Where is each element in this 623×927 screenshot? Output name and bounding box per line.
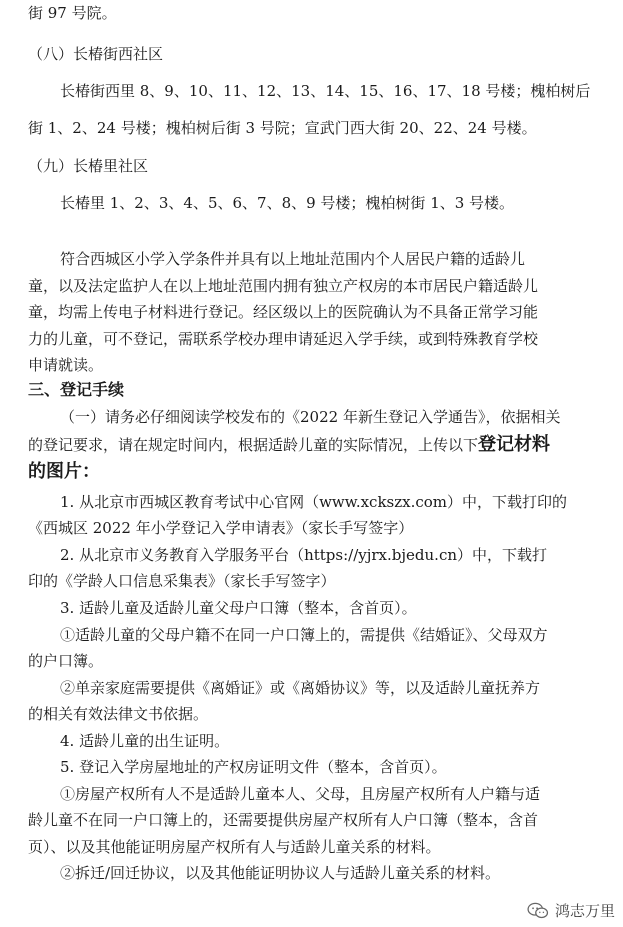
list-item: 2. 从北京市义务教育入学服务平台（https://yjrx.bjedu.cn）中，下载打 [60,546,548,564]
text-line: 页）、以及其他能证明房屋产权所有人与适龄儿童关系的材料。 [28,838,441,856]
list-item: 3. 适龄儿童及适龄儿童父母户口簿（整本，含首页）。 [60,599,417,617]
text-line: 申请就读。 [28,356,104,374]
text-line-with-emphasis [28,435,550,455]
text-line: （一）请务必仔细阅读学校发布的《2022 年新生登记入学通告》，依据相关 [60,408,561,426]
text-line: 的户口簿。 [28,652,104,670]
text-line: 龄儿童不在同一户口簿上的，还需要提供房屋产权所有人户口簿（整本，含首 [28,811,539,829]
text-line: 童，以及法定监护人在以上地址范围内拥有独立产权房的本市居民户籍适龄儿 [28,277,539,295]
text-line: 符合西城区小学入学条件并具有以上地址范围内个人居民户籍的适龄儿 [60,250,526,268]
text-line: 长椿街西里 8、9、10、11、12、13、14、15、16、17、18 号楼；槐柏树后 [60,82,591,100]
text-line: 街 1、2、24 号楼；槐柏树后街 3 号院；宣武门西大街 20、22、24 号楼。 [28,119,537,137]
section-heading: （九）长椿里社区 [28,157,149,175]
sub-item: ②单亲家庭需要提供《离婚证》或《离婚协议》等，以及适龄儿童抚养方 [60,679,541,697]
section-heading: （八）长椿街西社区 [28,45,164,63]
emphasis-text: 登记材料 [478,434,551,455]
text-line: 长椿里 1、2、3、4、5、6、7、8、9 号楼；槐柏树街 1、3 号楼。 [60,194,515,212]
sub-item: ①房屋产权所有人不是适龄儿童本人、父母，且房屋产权所有人户籍与适 [60,785,541,803]
text-segment: 的登记要求，请在规定时间内，根据适龄儿童的实际情况，上传以下 [28,436,479,454]
watermark-text: 鸿志万里 [554,902,615,920]
section-title: 三、登记手续 [28,380,125,399]
text-line: 《西城区 2022 年小学登记入学申请表》（家长手写签字） [28,519,414,537]
text-line: 印的《学龄人口信息采集表》（家长手写签字） [28,572,336,590]
sub-item: ②拆迁/回迁协议，以及其他能证明协议人与适龄儿童关系的材料。 [60,864,501,882]
list-item: 1. 从北京市西城区教育考试中心官网（www.xckszx.com）中，下载打印的 [60,493,568,511]
list-item: 4. 适龄儿童的出生证明。 [60,732,230,750]
emphasis-text: 的图片： [28,461,100,482]
wechat-icon [527,902,549,920]
sub-item: ①适龄儿童的父母户籍不在同一户口簿上的，需提供《结婚证》、父母双方 [60,626,548,644]
text-line: 力的儿童，可不登记，需联系学校办理申请延迟入学手续，或到特殊教育学校 [28,330,539,348]
list-item: 5. 登记入学房屋地址的产权房证明文件（整本，含首页）。 [60,758,447,776]
text-line: 的相关有效法律文书依据。 [28,705,209,723]
text-line: 街 97 号院。 [28,4,117,22]
watermark [527,900,615,921]
text-line: 童，均需上传电子材料进行登记。经区级以上的医院确认为不具备正常学习能 [28,303,539,321]
